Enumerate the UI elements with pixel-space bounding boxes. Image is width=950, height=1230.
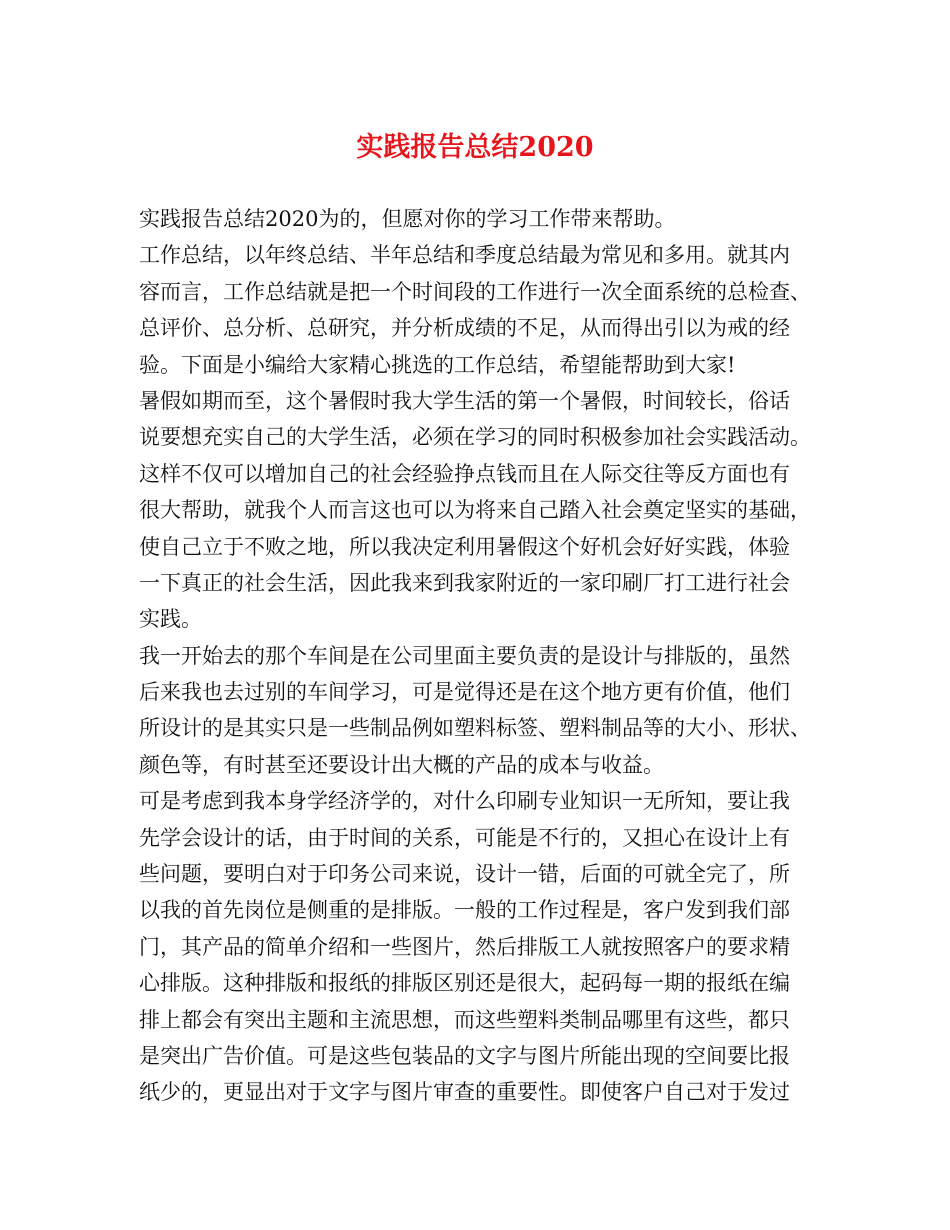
body-text-line: 门，其产品的简单介绍和一些图片，然后排版工人就按照客户的要求精 xyxy=(139,934,790,959)
body-text-line: 先学会设计的话，由于时间的关系，可能是不行的，又担心在设计上有 xyxy=(139,825,790,850)
body-text-line: 我一开始去的那个车间是在公司里面主要负责的是设计与排版的，虽然 xyxy=(139,643,790,668)
body-text-line: 验。下面是小编给大家精心挑选的工作总结，希望能帮助到大家! xyxy=(139,352,736,377)
body-text-line: 是突出广告价值。可是这些包装品的文字与图片所能出现的空间要比报 xyxy=(139,1043,790,1068)
body-text-line: 实践报告总结2020为的，但愿对你的学习工作带来帮助。 xyxy=(139,207,676,231)
body-text-line: 一下真正的社会生活，因此我来到我家附近的一家印刷厂打工进行社会 xyxy=(139,570,790,595)
body-text-line: 些问题，要明白对于印务公司来说，设计一错，后面的可就全完了，所 xyxy=(139,862,790,887)
body-text-line: 总评价、总分析、总研究，并分析成绩的不足，从而得出引以为戒的经 xyxy=(139,316,790,341)
body-text-line: 这样不仅可以增加自己的社会经验挣点钱而且在人际交往等反方面也有 xyxy=(139,461,790,486)
body-text-line: 所设计的是其实只是一些制品例如塑料标签、塑料制品等的大小、形状、 xyxy=(139,716,811,741)
body-text-line: 可是考虑到我本身学经济学的，对什么印刷专业知识一无所知，要让我 xyxy=(139,789,790,814)
body-text-line: 纸少的，更显出对于文字与图片审查的重要性。即使客户自己对于发过 xyxy=(139,1080,790,1105)
body-text-line: 使自己立于不败之地，所以我决定利用暑假这个好机会好好实践，体验 xyxy=(139,534,790,559)
document-title: 实践报告总结2020 xyxy=(356,132,594,163)
body-text-line: 说要想充实自己的大学生活，必须在学习的同时积极参加社会实践活动。 xyxy=(139,425,811,450)
body-text-line: 容而言，工作总结就是把一个时间段的工作进行一次全面系统的总检查、 xyxy=(139,279,811,304)
body-text-line: 颜色等，有时甚至还要设计出大概的产品的成本与收益。 xyxy=(139,752,664,777)
body-text-line: 以我的首先岗位是侧重的是排版。一般的工作过程是，客户发到我们部 xyxy=(139,898,790,923)
body-text-line: 实践。 xyxy=(139,607,202,632)
body-text-line: 很大帮助，就我个人而言这也可以为将来自己踏入社会奠定坚实的基础， xyxy=(139,498,811,523)
body-text-line: 心排版。这种排版和报纸的排版区别还是很大，起码每一期的报纸在编 xyxy=(139,971,790,996)
document-body xyxy=(139,201,829,1111)
body-text-line: 后来我也去过别的车间学习，可是觉得还是在这个地方更有价值，他们 xyxy=(139,680,790,705)
body-text-line: 排上都会有突出主题和主流思想，而这些塑料类制品哪里有这些，都只 xyxy=(139,1007,790,1032)
body-text-line: 工作总结，以年终总结、半年总结和季度总结最为常见和多用。就其内 xyxy=(139,243,790,268)
body-text-line: 暑假如期而至，这个暑假时我大学生活的第一个暑假，时间较长，俗话 xyxy=(139,388,790,413)
